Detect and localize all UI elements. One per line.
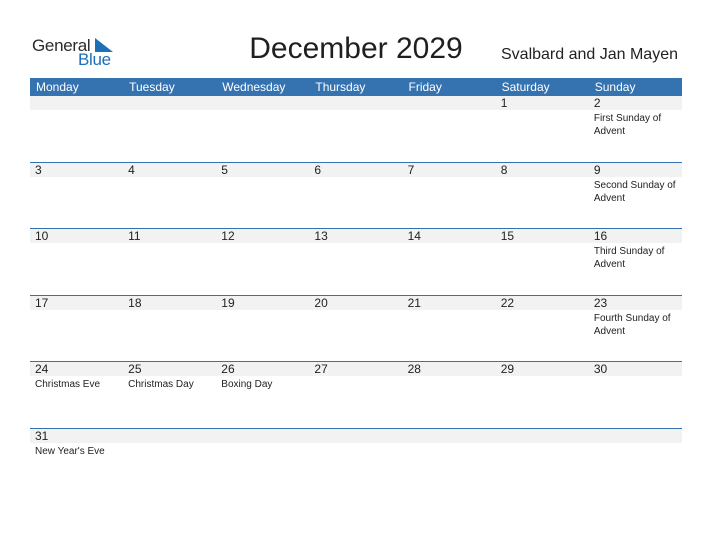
holiday-label: Second Sunday of Advent — [593, 179, 676, 204]
day-cell — [30, 96, 123, 162]
day-cell — [309, 429, 402, 495]
day-cell — [403, 296, 496, 362]
holiday-label: Third Sunday of Advent — [593, 246, 665, 271]
day-number — [221, 429, 309, 443]
day-cell — [30, 362, 123, 428]
day-number: 2 — [593, 96, 601, 110]
day-number: 20 — [314, 295, 328, 310]
day-cell — [403, 96, 496, 162]
day-number: 7 — [407, 162, 415, 177]
weekday-monday: Monday — [36, 80, 79, 94]
day-number: 3 — [35, 162, 42, 177]
calendar-week — [30, 96, 682, 163]
weekday-friday: Friday — [408, 80, 442, 94]
day-cell — [30, 296, 123, 362]
day-cell — [309, 229, 402, 295]
day-number: 10 — [35, 229, 49, 244]
calendar-week — [30, 362, 682, 429]
day-cell — [589, 362, 682, 428]
day-number: 29 — [500, 362, 515, 377]
day-number: 19 — [221, 295, 235, 310]
day-number: 25 — [128, 362, 142, 377]
day-cell — [589, 163, 682, 229]
calendar-grid — [30, 78, 682, 496]
day-number: 12 — [221, 229, 235, 244]
day-number: 21 — [407, 295, 421, 310]
region-name: Svalbard and Jan Mayen — [501, 46, 678, 63]
holiday-label: First Sunday of Advent — [593, 113, 662, 137]
day-cell — [123, 229, 216, 295]
day-cell — [589, 296, 682, 362]
day-number: 16 — [593, 229, 608, 244]
calendar-title: December 2029 — [249, 32, 463, 65]
day-number — [501, 429, 589, 443]
day-cell — [123, 362, 216, 428]
day-cell — [496, 163, 589, 229]
day-cell — [403, 362, 496, 428]
holiday-label: Boxing Day — [221, 379, 273, 391]
day-cell — [30, 229, 123, 295]
day-cell — [589, 229, 682, 295]
calendar-week — [30, 163, 682, 230]
day-number: 31 — [35, 428, 49, 443]
day-number: 11 — [128, 229, 141, 244]
day-number — [314, 96, 402, 110]
day-number — [408, 429, 496, 443]
day-number: 18 — [128, 295, 142, 310]
calendar-weeks — [30, 96, 682, 496]
day-cell — [216, 229, 309, 295]
day-cell — [216, 296, 309, 362]
day-cell — [496, 429, 589, 495]
logo-blue-text: Blue — [78, 50, 111, 69]
day-number: 6 — [314, 162, 322, 177]
day-cell — [309, 296, 402, 362]
calendar-week — [30, 429, 682, 496]
day-number: 15 — [500, 229, 515, 244]
day-number: 24 — [35, 362, 49, 377]
calendar-week — [30, 296, 682, 363]
day-number: 4 — [128, 162, 135, 177]
day-cell — [30, 429, 123, 495]
day-number: 13 — [314, 229, 328, 244]
day-number — [408, 96, 496, 110]
logo-general-text: General — [32, 36, 91, 55]
day-cell — [216, 163, 309, 229]
day-cell — [403, 163, 496, 229]
day-cell — [30, 163, 123, 229]
day-cell — [123, 429, 216, 495]
day-number — [594, 429, 682, 443]
day-cell — [403, 229, 496, 295]
day-cell — [589, 96, 682, 162]
day-number: 8 — [500, 162, 508, 177]
holiday-label: Fourth Sunday of Advent — [593, 312, 671, 337]
day-cell — [496, 229, 589, 295]
day-cell — [496, 362, 589, 428]
day-number: 27 — [314, 362, 328, 377]
weekday-tuesday: Tuesday — [129, 80, 175, 94]
day-number: 30 — [593, 362, 608, 377]
weekday-wednesday: Wednesday — [222, 80, 286, 94]
day-cell — [309, 163, 402, 229]
weekday-saturday: Saturday — [501, 80, 550, 94]
day-number: 5 — [221, 162, 228, 177]
day-number — [221, 96, 309, 110]
day-cell — [309, 362, 402, 428]
calendar-week — [30, 229, 682, 296]
day-cell — [496, 96, 589, 162]
holiday-label: New Year's Eve — [35, 445, 105, 457]
day-number: 28 — [407, 362, 421, 377]
holiday-label: Christmas Day — [128, 379, 194, 391]
day-cell — [123, 96, 216, 162]
day-number — [314, 429, 402, 443]
weekday-sunday: Sunday — [594, 80, 636, 94]
day-cell — [123, 163, 216, 229]
day-number: 23 — [593, 295, 608, 310]
day-number: 26 — [221, 362, 235, 377]
day-number — [128, 429, 216, 443]
day-cell — [216, 429, 309, 495]
weekday-thursday: Thursday — [315, 80, 366, 94]
day-cell — [403, 429, 496, 495]
day-number — [128, 96, 216, 110]
day-number: 22 — [500, 295, 515, 310]
day-number: 17 — [35, 295, 49, 310]
day-number: 9 — [593, 162, 601, 177]
day-cell — [123, 296, 216, 362]
day-number: 14 — [407, 229, 421, 244]
day-cell — [309, 96, 402, 162]
day-cell — [216, 96, 309, 162]
logo — [32, 36, 116, 70]
day-cell — [216, 362, 309, 428]
day-cell — [589, 429, 682, 495]
weekday-header — [30, 78, 682, 96]
day-cell — [496, 296, 589, 362]
holiday-label: Christmas Eve — [35, 379, 101, 391]
day-number: 1 — [500, 96, 508, 110]
day-number — [35, 96, 123, 110]
